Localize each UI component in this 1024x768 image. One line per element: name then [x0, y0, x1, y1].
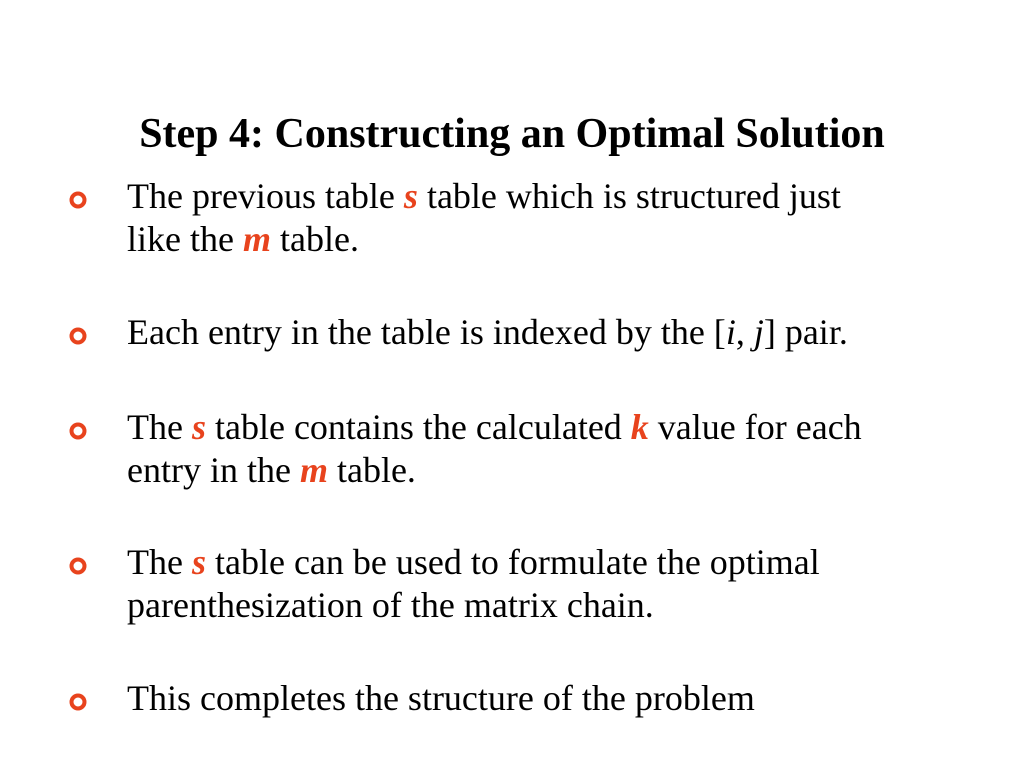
- bullet-text-run: The: [127, 542, 192, 582]
- slide-title: Step 4: Constructing an Optimal Solution: [139, 111, 885, 157]
- italic-variable: i: [725, 312, 736, 352]
- bullet-text-run: The: [127, 407, 192, 447]
- bullet-text-run: entry in the: [127, 450, 300, 490]
- highlighted-variable: s: [191, 407, 206, 447]
- highlighted-variable: k: [630, 407, 649, 447]
- bullet-text-run: The previous table: [127, 176, 404, 216]
- bullet-text-run: parenthesization of the matrix chain.: [127, 585, 654, 625]
- bullet-text-run: table can be used to formulate the optimal: [205, 542, 820, 582]
- bullet-text-run: table.: [327, 450, 416, 490]
- hollow-circle-bullet-icon: [68, 326, 88, 346]
- hollow-circle-bullet-icon: [68, 556, 88, 576]
- bullet-text-run: like the: [127, 219, 243, 259]
- hollow-circle-bullet-icon: [68, 692, 88, 712]
- bullet-text-run: ,: [735, 312, 754, 352]
- bullet-text-run: Each entry in the table is indexed by the [: [127, 312, 726, 352]
- bullet-text-run: ] pair.: [763, 312, 848, 352]
- highlighted-variable: m: [299, 450, 328, 490]
- highlighted-variable: s: [191, 542, 206, 582]
- bullet-text: [127, 541, 957, 627]
- hollow-circle-bullet-icon: [68, 421, 88, 441]
- highlighted-variable: m: [242, 219, 271, 259]
- bullet-text-run: This completes the structure of the problem: [127, 678, 755, 718]
- bullet-text-run: table contains the calculated: [205, 407, 631, 447]
- bullet-text-run: table which is structured just: [417, 176, 841, 216]
- bullet-text: [127, 175, 957, 261]
- bullet-text-run: value for each: [648, 407, 862, 447]
- bullet-text-run: table.: [270, 219, 359, 259]
- italic-variable: j: [753, 312, 764, 352]
- highlighted-variable: s: [403, 176, 418, 216]
- bullet-text: [127, 406, 957, 492]
- bullet-text: [127, 311, 957, 354]
- hollow-circle-bullet-icon: [68, 190, 88, 210]
- bullet-text: [127, 677, 957, 720]
